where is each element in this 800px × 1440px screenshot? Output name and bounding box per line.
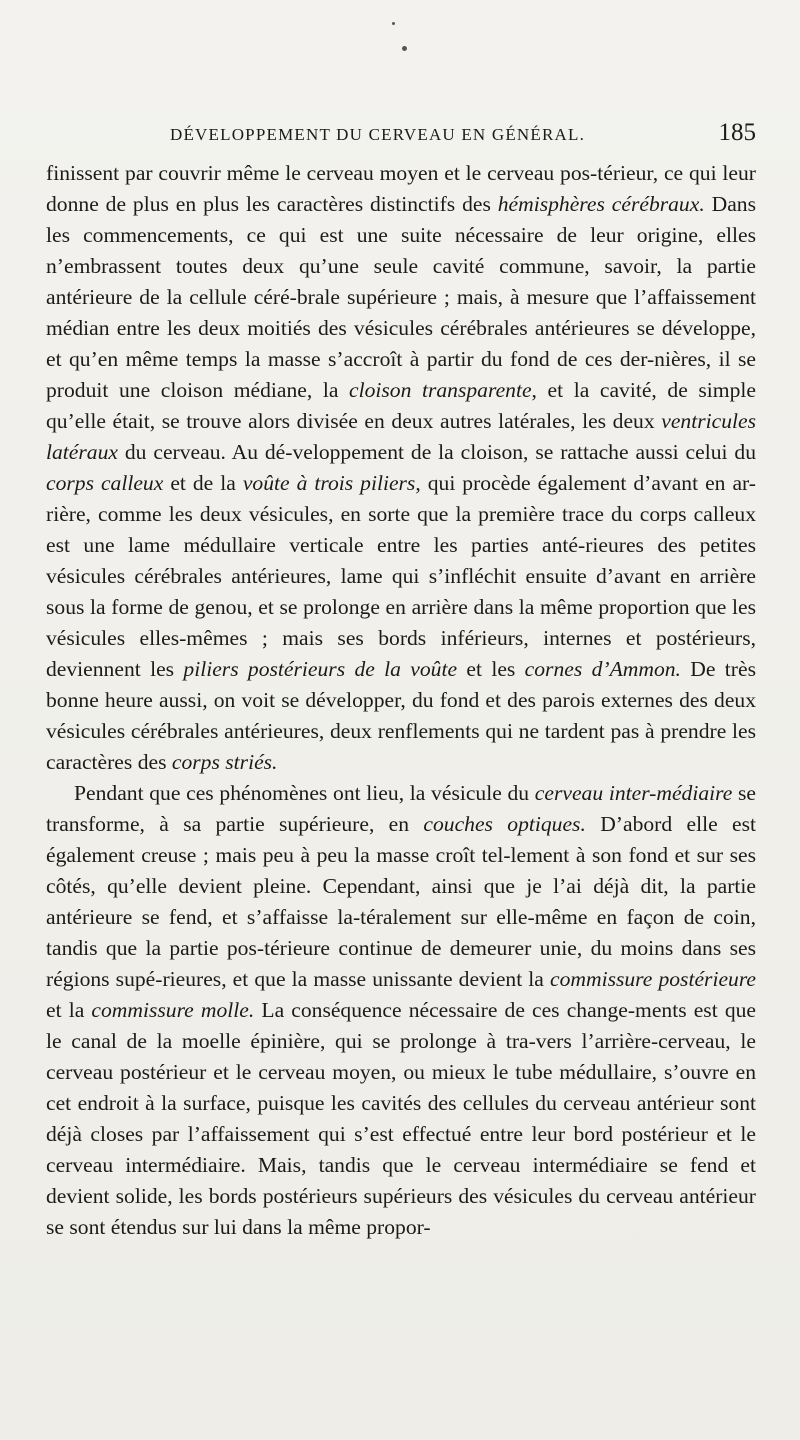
body-text — [46, 158, 756, 1243]
text-run: Pendant que ces phénomènes ont lieu, la vésicule du — [74, 781, 535, 805]
italic-term: piliers postérieurs de la voûte — [183, 657, 458, 681]
italic-term: commissure postérieure — [550, 967, 757, 991]
italic-term: cornes d’Ammon. — [524, 657, 681, 681]
ink-speck — [402, 46, 407, 51]
text-run: et la — [46, 998, 92, 1022]
italic-term: corps striés. — [171, 750, 278, 774]
italic-term: hémisphères cérébraux. — [497, 192, 705, 216]
text-run: La conséquence nécessaire de ces change-ments est que le canal de la moelle épinière, qui se prolonge à tra-vers l’arrière-cerveau, le cerveau postérieur et le cerveau moyen, ou mieux le tube médullaire, s’ouvre en cet endroit à la surface, puisque les cavités des cellules du cerveau antérieur sont déjà closes par l’affaissement qui s’est effectué entre leur bord postérieur et le cerveau intermédiaire. Mais, tandis que le cerveau intermédiaire se fend et devient solide, les bords postérieurs supérieurs des vésicules du cerveau antérieur se sont étendus sur lui dans la même propor- — [46, 998, 757, 1239]
page-number: 185 — [718, 119, 756, 146]
running-head: DÉVELOPPEMENT DU CERVEAU EN GÉNÉRAL. — [170, 125, 586, 144]
italic-term: cerveau inter-médiaire — [534, 781, 733, 805]
italic-term: voûte à trois piliers — [242, 471, 416, 495]
page-header — [46, 118, 756, 154]
text-run: se transforme, à sa partie supérieure, en — [46, 781, 757, 836]
paragraph-1 — [46, 158, 756, 778]
text-run: , qui procède également d’avant en ar-rière, comme les deux vésicules, en sorte que la première trace du corps calleux est une lame médullaire verticale entre les parties anté-rieures des petites vésicules cérébrales antérieures, lame qui s’infléchit ensuite d’avant en arrière sous la forme de genou, et se prolonge en arrière dans la même proportion que les vésicules elles-mêmes ; mais ses bords inférieurs, internes et postérieurs, deviennent les — [46, 471, 756, 681]
italic-term: commissure molle. — [91, 998, 255, 1022]
text-run: D’abord elle est également creuse ; mais peu à peu la masse croît tel-lement à son fond et sur ses côtés, qu’elle devient pleine. Cependant, ainsi que je l’ai déjà dit, la partie antérieure se fend, et s’affaisse la-téralement sur elle-même en façon de coin, tandis que la partie pos-térieure continue de demeurer unie, du moins dans ses régions supé-rieures, et que la masse unissante devient la — [46, 812, 756, 991]
text-run: De très bonne heure aussi, on voit se développer, du fond et des parois externes des deux vésicules cérébrales antérieures, deux renflements qui ne tardent pas à prendre les caractères des — [46, 657, 756, 774]
text-run: du cerveau. Au dé-veloppement de la cloison, se rattache aussi celui du — [117, 440, 756, 464]
text-run: et de la — [163, 471, 243, 495]
italic-term: couches optiques. — [423, 812, 586, 836]
paragraph-2 — [46, 778, 756, 1243]
text-run: Dans les commencements, ce qui est une suite nécessaire de leur origine, elles n’embrassent toutes deux qu’une seule cavité commune, savoir, la partie antérieure de la cellule céré-brale supérieure ; mais, à mesure que l’affaissement médian entre les deux moitiés des vésicules cérébrales antérieures se développe, et qu’en même temps la masse s’accroît à partir du fond de ces der-nières, il se produit une cloison médiane, la — [46, 192, 756, 402]
text-run: et les — [457, 657, 525, 681]
italic-term: cloison transparente — [349, 378, 532, 402]
ink-speck — [392, 22, 395, 25]
italic-term: ventricules latéraux — [46, 409, 756, 464]
text-run: , et la cavité, de simple qu’elle était, se trouve alors divisée en deux autres latérales, les deux — [46, 378, 756, 433]
italic-term: corps calleux — [46, 471, 164, 495]
text-run: finissent par couvrir même le cerveau moyen et le cerveau pos-térieur, ce qui leur donne de plus en plus les caractères distinctifs des — [46, 161, 756, 216]
